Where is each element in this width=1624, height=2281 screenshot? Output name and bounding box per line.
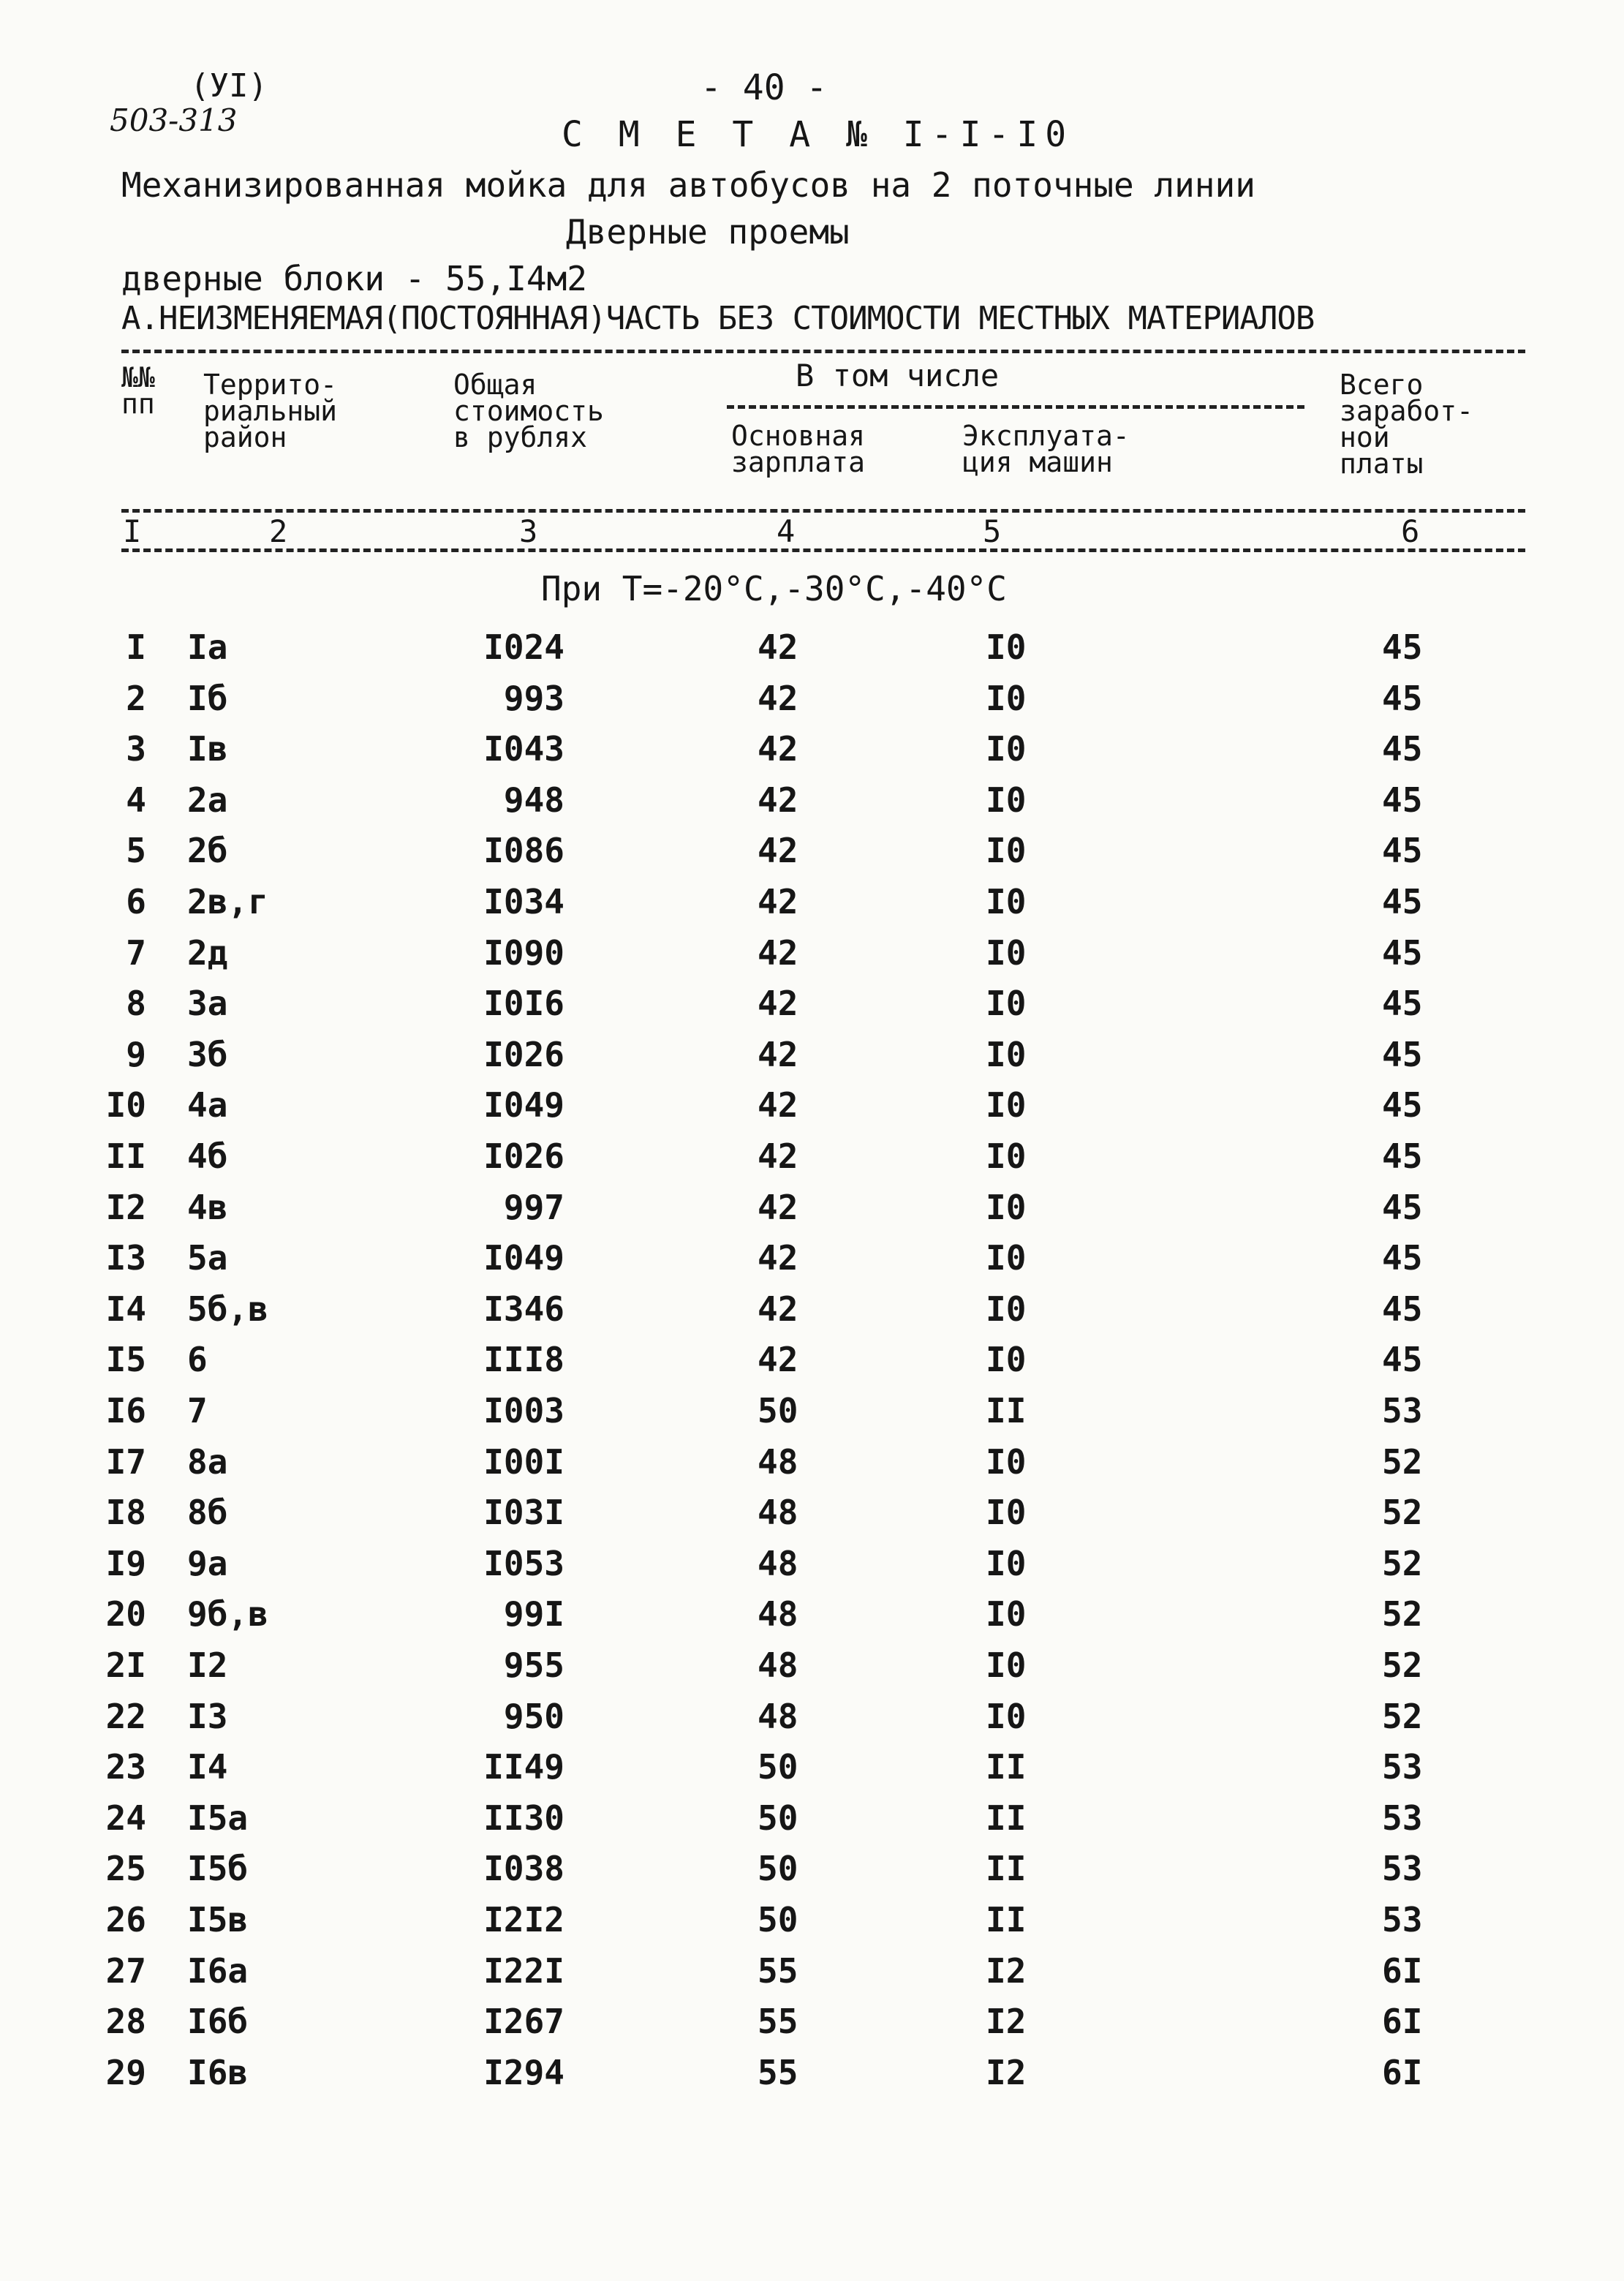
- cell-base: 50: [758, 1900, 798, 1939]
- table-row: [0, 984, 1624, 1030]
- cell-region: 5а: [187, 1238, 228, 1278]
- cell-total: 45: [1382, 1289, 1423, 1329]
- cell-machines: II: [986, 1747, 1027, 1787]
- cell-num: I4: [105, 1289, 146, 1329]
- cell-total: 45: [1382, 1035, 1423, 1074]
- cell-cost: I2I2: [483, 1900, 564, 1939]
- cell-cost: I03I: [483, 1493, 564, 1532]
- cell-base: 42: [758, 984, 798, 1023]
- cell-machines: I2: [986, 2002, 1027, 2041]
- cell-num: 28: [105, 2002, 146, 2041]
- section-title: Дверные проемы: [566, 212, 850, 252]
- cell-base: 55: [758, 1951, 798, 1991]
- header-region-line2: риальный: [203, 395, 338, 427]
- part-title: А.НЕИЗМЕНЯЕМАЯ(ПОСТОЯННАЯ)ЧАСТЬ БЕЗ СТОИМОСТИ МЕСТНЫХ МАТЕРИАЛОВ: [121, 300, 1315, 337]
- cell-base: 48: [758, 1544, 798, 1583]
- column-number-3: 3: [519, 513, 538, 549]
- table-row: [0, 1951, 1624, 1998]
- cell-cost: 993: [503, 679, 564, 718]
- cell-num: 26: [105, 1900, 146, 1939]
- colnum-top-rule: [121, 509, 1525, 513]
- table-row: [0, 1136, 1624, 1183]
- cell-machines: I0: [986, 1544, 1027, 1583]
- cell-machines: I0: [986, 984, 1027, 1023]
- table-row: [0, 1289, 1624, 1336]
- cell-num: 4: [126, 780, 146, 820]
- cell-num: 24: [105, 1798, 146, 1838]
- column-number-5: 5: [983, 513, 1002, 549]
- table-row: [0, 2002, 1624, 2048]
- cell-region: 4а: [187, 1085, 228, 1125]
- table-row: [0, 729, 1624, 776]
- cell-base: 42: [758, 679, 798, 718]
- cell-base: 42: [758, 780, 798, 820]
- cell-total: 53: [1382, 1849, 1423, 1888]
- cell-region: 3а: [187, 984, 228, 1023]
- cell-num: I: [126, 627, 146, 667]
- table-row: [0, 1798, 1624, 1845]
- cell-total: 53: [1382, 1798, 1423, 1838]
- cell-machines: II: [986, 1900, 1027, 1939]
- cell-total: 45: [1382, 729, 1423, 769]
- cell-cost: I090: [483, 933, 564, 973]
- cell-cost: I038: [483, 1849, 564, 1888]
- cell-machines: I0: [986, 1697, 1027, 1736]
- cell-total: 53: [1382, 1747, 1423, 1787]
- table-row: [0, 1493, 1624, 1539]
- header-cost-line2: стоимость: [453, 395, 604, 427]
- cell-total: 52: [1382, 1697, 1423, 1736]
- column-number-1: I: [123, 513, 142, 549]
- header-total-line2: заработ-: [1340, 395, 1474, 427]
- cell-total: 52: [1382, 1493, 1423, 1532]
- cell-num: 5: [126, 831, 146, 870]
- cell-cost: I043: [483, 729, 564, 769]
- cell-base: 50: [758, 1849, 798, 1888]
- table-row: [0, 882, 1624, 929]
- table-row: [0, 1900, 1624, 1947]
- cell-base: 48: [758, 1697, 798, 1736]
- cell-machines: I0: [986, 1442, 1027, 1482]
- header-base-line2: зарплата: [731, 446, 866, 478]
- header-machines: [962, 420, 1130, 478]
- cell-num: 8: [126, 984, 146, 1023]
- cell-machines: I0: [986, 780, 1027, 820]
- cell-total: 45: [1382, 780, 1423, 820]
- cell-cost: I034: [483, 882, 564, 921]
- cell-region: 9б,в: [187, 1594, 268, 1634]
- cell-base: 42: [758, 729, 798, 769]
- cell-base: 55: [758, 2053, 798, 2092]
- cell-total: 45: [1382, 1136, 1423, 1176]
- table-row: [0, 1747, 1624, 1794]
- cell-cost: I026: [483, 1136, 564, 1176]
- cell-cost: 955: [503, 1645, 564, 1685]
- cell-machines: I2: [986, 2053, 1027, 2092]
- header-num-line1: №№: [121, 361, 155, 393]
- cell-total: 53: [1382, 1900, 1423, 1939]
- cell-base: 42: [758, 1238, 798, 1278]
- cell-base: 42: [758, 1188, 798, 1227]
- header-num: [121, 361, 155, 420]
- cell-num: 29: [105, 2053, 146, 2092]
- cell-machines: I0: [986, 1136, 1027, 1176]
- cell-region: 8а: [187, 1442, 228, 1482]
- cell-region: I6в: [187, 2053, 249, 2092]
- cell-cost: I0I6: [483, 984, 564, 1023]
- cell-region: Iв: [187, 729, 228, 769]
- cell-total: 45: [1382, 679, 1423, 718]
- cell-total: 45: [1382, 1085, 1423, 1125]
- cell-machines: II: [986, 1849, 1027, 1888]
- column-number-2: 2: [269, 513, 288, 549]
- table-row: [0, 1085, 1624, 1132]
- cell-num: 9: [126, 1035, 146, 1074]
- cell-machines: I0: [986, 1493, 1027, 1532]
- cell-base: 42: [758, 1340, 798, 1379]
- table-row: [0, 2053, 1624, 2100]
- table-row: [0, 1340, 1624, 1387]
- cell-cost: I024: [483, 627, 564, 667]
- cell-cost: 997: [503, 1188, 564, 1227]
- cell-machines: II: [986, 1391, 1027, 1430]
- cell-region: I4: [187, 1747, 228, 1787]
- cell-total: 52: [1382, 1645, 1423, 1685]
- cell-total: 45: [1382, 984, 1423, 1023]
- column-number-4: 4: [777, 513, 796, 549]
- cell-num: I8: [105, 1493, 146, 1532]
- cell-cost: 948: [503, 780, 564, 820]
- table-row: [0, 933, 1624, 980]
- table-row: [0, 1442, 1624, 1489]
- header-total-line1: Всего: [1340, 369, 1424, 401]
- cell-num: II: [105, 1136, 146, 1176]
- table-row: [0, 1544, 1624, 1591]
- header-base-line1: Основная: [731, 420, 866, 452]
- cell-total: 45: [1382, 1238, 1423, 1278]
- unit-line: дверные блоки - 55,I4м2: [121, 259, 587, 298]
- header-total: [1340, 369, 1474, 480]
- cell-num: 25: [105, 1849, 146, 1888]
- cell-machines: I0: [986, 627, 1027, 667]
- cell-cost: I00I: [483, 1442, 564, 1482]
- cell-region: 2а: [187, 780, 228, 820]
- cell-cost: 950: [503, 1697, 564, 1736]
- cell-cost: III8: [483, 1340, 564, 1379]
- cell-region: 2б: [187, 831, 228, 870]
- cell-total: 45: [1382, 831, 1423, 870]
- table-row: [0, 679, 1624, 725]
- cell-total: 45: [1382, 933, 1423, 973]
- cell-num: 22: [105, 1697, 146, 1736]
- cell-num: I3: [105, 1238, 146, 1278]
- cell-base: 42: [758, 1085, 798, 1125]
- column-number-6: 6: [1401, 513, 1420, 549]
- cell-base: 42: [758, 1289, 798, 1329]
- cell-num: 6: [126, 882, 146, 921]
- table-row: [0, 1391, 1624, 1438]
- cell-cost: 99I: [503, 1594, 564, 1634]
- cell-region: 8б: [187, 1493, 228, 1532]
- cell-base: 42: [758, 1136, 798, 1176]
- cell-total: 45: [1382, 882, 1423, 921]
- table-row: [0, 1035, 1624, 1082]
- cell-num: 27: [105, 1951, 146, 1991]
- cell-region: I2: [187, 1645, 228, 1685]
- cell-region: Iа: [187, 627, 228, 667]
- cell-region: 3б: [187, 1035, 228, 1074]
- cell-cost: I294: [483, 2053, 564, 2092]
- cell-total: 52: [1382, 1594, 1423, 1634]
- cell-total: 6I: [1382, 2053, 1423, 2092]
- cell-base: 50: [758, 1747, 798, 1787]
- cell-region: 2в,г: [187, 882, 268, 921]
- cell-cost: II30: [483, 1798, 564, 1838]
- cell-machines: I0: [986, 1035, 1027, 1074]
- table-row: [0, 780, 1624, 827]
- cell-cost: I267: [483, 2002, 564, 2041]
- cell-num: I9: [105, 1544, 146, 1583]
- cell-cost: I053: [483, 1544, 564, 1583]
- header-machines-line1: Эксплуата-: [962, 420, 1130, 452]
- header-base: [731, 420, 866, 478]
- header-num-line2: пп: [121, 388, 155, 420]
- cell-num: 2I: [105, 1645, 146, 1685]
- cell-total: 45: [1382, 1188, 1423, 1227]
- table-row: [0, 1849, 1624, 1896]
- cell-machines: I0: [986, 1594, 1027, 1634]
- cell-machines: I0: [986, 1188, 1027, 1227]
- cell-base: 48: [758, 1645, 798, 1685]
- table-row: [0, 1238, 1624, 1285]
- cell-base: 50: [758, 1391, 798, 1430]
- cell-num: I6: [105, 1391, 146, 1430]
- cell-region: Iб: [187, 679, 228, 718]
- cell-total: 45: [1382, 1340, 1423, 1379]
- cell-region: 6: [187, 1340, 208, 1379]
- cell-region: 9а: [187, 1544, 228, 1583]
- cell-region: 2д: [187, 933, 228, 973]
- cell-total: 52: [1382, 1442, 1423, 1482]
- table-row: [0, 627, 1624, 674]
- cell-num: I0: [105, 1085, 146, 1125]
- cell-machines: I0: [986, 1340, 1027, 1379]
- cell-machines: I0: [986, 882, 1027, 921]
- cell-cost: I026: [483, 1035, 564, 1074]
- cell-machines: I0: [986, 933, 1027, 973]
- cell-machines: I0: [986, 1085, 1027, 1125]
- temperature-caption: При Т=-20°С,-30°С,-40°С: [541, 569, 1007, 608]
- table-row: [0, 1188, 1624, 1234]
- cell-total: 53: [1382, 1391, 1423, 1430]
- header-cost-line1: Общая: [453, 369, 537, 401]
- cell-num: 23: [105, 1747, 146, 1787]
- cell-machines: I2: [986, 1951, 1027, 1991]
- cell-base: 42: [758, 933, 798, 973]
- cell-base: 42: [758, 831, 798, 870]
- header-top-rule: [121, 350, 1525, 353]
- header-region-line1: Террито-: [203, 369, 338, 401]
- colnum-bottom-rule: [121, 548, 1525, 552]
- handwritten-stamp: 503-313: [110, 102, 238, 138]
- cell-base: 55: [758, 2002, 798, 2041]
- table-row: [0, 1594, 1624, 1641]
- cell-cost: I049: [483, 1085, 564, 1125]
- object-title: Механизированная мойка для автобусов на 2 поточные линии: [121, 165, 1255, 205]
- cell-base: 48: [758, 1594, 798, 1634]
- cell-base: 50: [758, 1798, 798, 1838]
- smeta-title: С М Е Т А № I-I-I0: [562, 114, 1074, 155]
- cell-base: 48: [758, 1493, 798, 1532]
- table-row: [0, 1645, 1624, 1692]
- cell-total: 52: [1382, 1544, 1423, 1583]
- cell-cost: I086: [483, 831, 564, 870]
- cell-cost: II49: [483, 1747, 564, 1787]
- cell-region: 4б: [187, 1136, 228, 1176]
- cell-region: I6а: [187, 1951, 249, 1991]
- cell-machines: II: [986, 1798, 1027, 1838]
- cell-num: I5: [105, 1340, 146, 1379]
- cell-num: I7: [105, 1442, 146, 1482]
- header-group: В том числе: [796, 358, 1000, 393]
- header-total-line4: платы: [1340, 448, 1424, 480]
- cell-machines: I0: [986, 831, 1027, 870]
- header-cost: [453, 369, 604, 453]
- cell-machines: I0: [986, 729, 1027, 769]
- cell-machines: I0: [986, 679, 1027, 718]
- cell-num: 3: [126, 729, 146, 769]
- cell-total: 6I: [1382, 1951, 1423, 1991]
- cell-region: I5б: [187, 1849, 249, 1888]
- header-total-line3: ной: [1340, 421, 1390, 453]
- cell-base: 42: [758, 882, 798, 921]
- cell-num: I2: [105, 1188, 146, 1227]
- table-row: [0, 831, 1624, 878]
- header-region-line3: район: [203, 421, 287, 453]
- cell-cost: I22I: [483, 1951, 564, 1991]
- cell-machines: I0: [986, 1289, 1027, 1329]
- cell-machines: I0: [986, 1645, 1027, 1685]
- cell-region: I3: [187, 1697, 228, 1736]
- cell-base: 48: [758, 1442, 798, 1482]
- cell-region: 4в: [187, 1188, 228, 1227]
- document-code: (УI): [190, 67, 268, 105]
- cell-cost: I003: [483, 1391, 564, 1430]
- cell-region: I5а: [187, 1798, 249, 1838]
- header-region: [203, 369, 338, 453]
- page-number: - 40 -: [700, 67, 828, 108]
- group-rule: [727, 405, 1304, 409]
- header-machines-line2: ция машин: [962, 446, 1113, 478]
- cell-region: 5б,в: [187, 1289, 268, 1329]
- cell-num: 20: [105, 1594, 146, 1634]
- cell-cost: I049: [483, 1238, 564, 1278]
- cell-num: 7: [126, 933, 146, 973]
- header-cost-line3: в рублях: [453, 421, 588, 453]
- cell-machines: I0: [986, 1238, 1027, 1278]
- cell-total: 6I: [1382, 2002, 1423, 2041]
- cell-base: 42: [758, 1035, 798, 1074]
- cell-base: 42: [758, 627, 798, 667]
- cell-num: 2: [126, 679, 146, 718]
- cell-region: I6б: [187, 2002, 249, 2041]
- cell-region: I5в: [187, 1900, 249, 1939]
- cell-cost: I346: [483, 1289, 564, 1329]
- table-row: [0, 1697, 1624, 1743]
- cell-region: 7: [187, 1391, 208, 1430]
- cell-total: 45: [1382, 627, 1423, 667]
